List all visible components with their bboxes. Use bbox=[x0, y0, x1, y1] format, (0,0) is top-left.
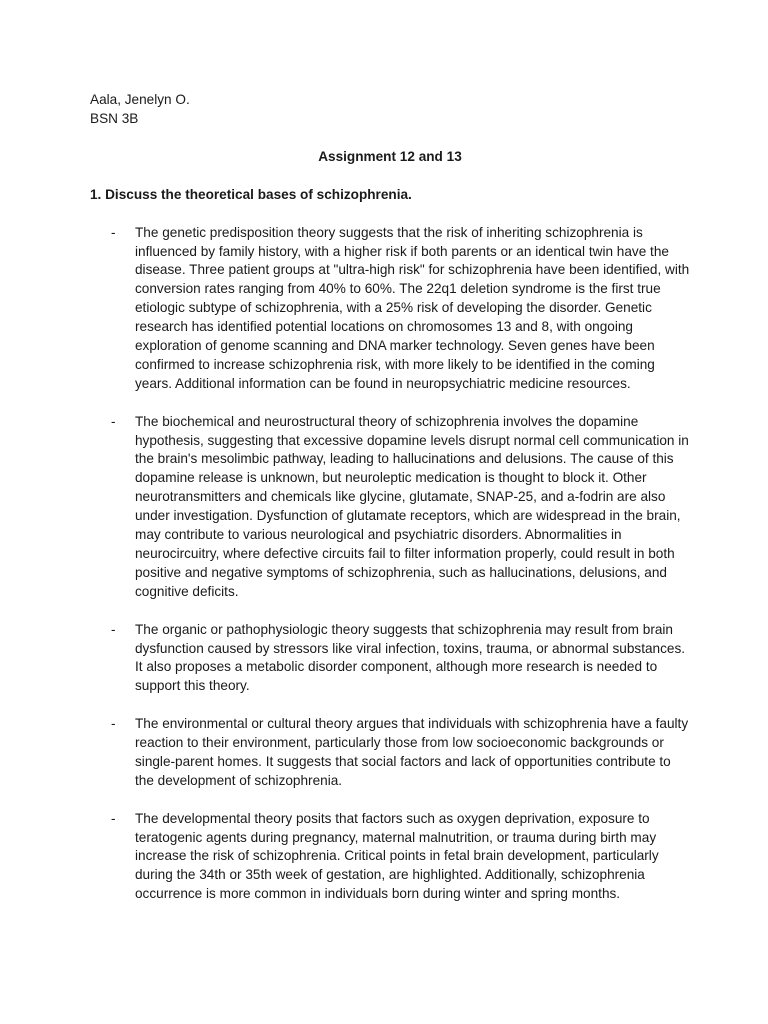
list-item-text: The developmental theory posits that factors such as oxygen deprivation, exposure to teratogenic agents during pregnancy, maternal malnutrition, or trauma during birth may increase the risk of schizophrenia. Critical points in fetal brain development, particularly during the 34th or 35th week of gestation, are highlighted. Additionally, schizophrenia occurrence is more common in individuals born during winter and spring months. bbox=[135, 810, 659, 902]
bullet-dash: - bbox=[111, 716, 116, 732]
list-item-developmental bbox=[90, 810, 690, 905]
question-heading: 1. Discuss the theoretical bases of schizophrenia. bbox=[90, 186, 412, 202]
list-item-environmental bbox=[90, 715, 690, 791]
list-item-genetic bbox=[90, 224, 690, 394]
author-name: Aala, Jenelyn O. bbox=[90, 92, 190, 107]
list-item-text: The genetic predisposition theory suggests that the risk of inheriting schizophrenia is influenced by family history, with a higher risk if both parents or an identical twin have the disease. Three patient groups at "ultra-high risk" for schizophrenia have been identified, with conversion rates ranging from 40% to 60%. The 22q1 deletion syndrome is the first true etiologic subtype of schizophrenia, with a 25% risk of developing the disorder. Genetic research has identified potential locations on chromosomes 13 and 8, with ongoing exploration of genome scanning and DNA marker technology. Seven genes have been confirmed to increase schizophrenia risk, with more likely to be identified in the coming years. Additional information can be found in neuropsychiatric medicine resources. bbox=[135, 224, 690, 391]
bullet-dash: - bbox=[111, 413, 116, 429]
document-page bbox=[90, 91, 690, 923]
list-item-text: The organic or pathophysiologic theory suggests that schizophrenia may result from brain dysfunction caused by stressors like viral infection, toxins, trauma, or abnormal substances. It also proposes a metabolic disorder component, although more research is needed to support this theory. bbox=[135, 621, 686, 694]
course-section: BSN 3B bbox=[90, 110, 139, 126]
bullet-dash: - bbox=[111, 810, 116, 826]
list-item-text: The biochemical and neurostructural theory of schizophrenia involves the dopamine hypothesis, suggesting that excessive dopamine levels disrupt normal cell communication in the brain's mesolimbic pathway, leading to hallucinations and delusions. The cause of this dopamine release is unknown, but neuroleptic medication is thought to block it. Other neurotransmitters and chemicals like glycine, glutamate, SNAP-25, and a-fodrin are also under investigation. Dysfunction of glutamate receptors, which are widespread in the brain, may contribute to various neurological and psychiatric disorders. Abnormalities in neurocircuitry, where defective circuits fail to filter information properly, could result in both positive and negative symptoms of schizophrenia, such as hallucinations, delusions, and cognitive deficits. bbox=[135, 413, 689, 599]
list-item-biochemical bbox=[90, 413, 690, 602]
list-item-organic bbox=[90, 621, 690, 697]
theory-list bbox=[90, 224, 690, 905]
bullet-dash: - bbox=[111, 621, 116, 637]
bullet-dash: - bbox=[111, 224, 116, 240]
list-item-text: The environmental or cultural theory argues that individuals with schizophrenia have a faulty reaction to their environment, particularly those from low socioeconomic backgrounds or single-parent homes. It suggests that social factors and lack of opportunities contribute to the development of schizophrenia. bbox=[135, 716, 689, 788]
assignment-title: Assignment 12 and 13 bbox=[318, 148, 462, 164]
